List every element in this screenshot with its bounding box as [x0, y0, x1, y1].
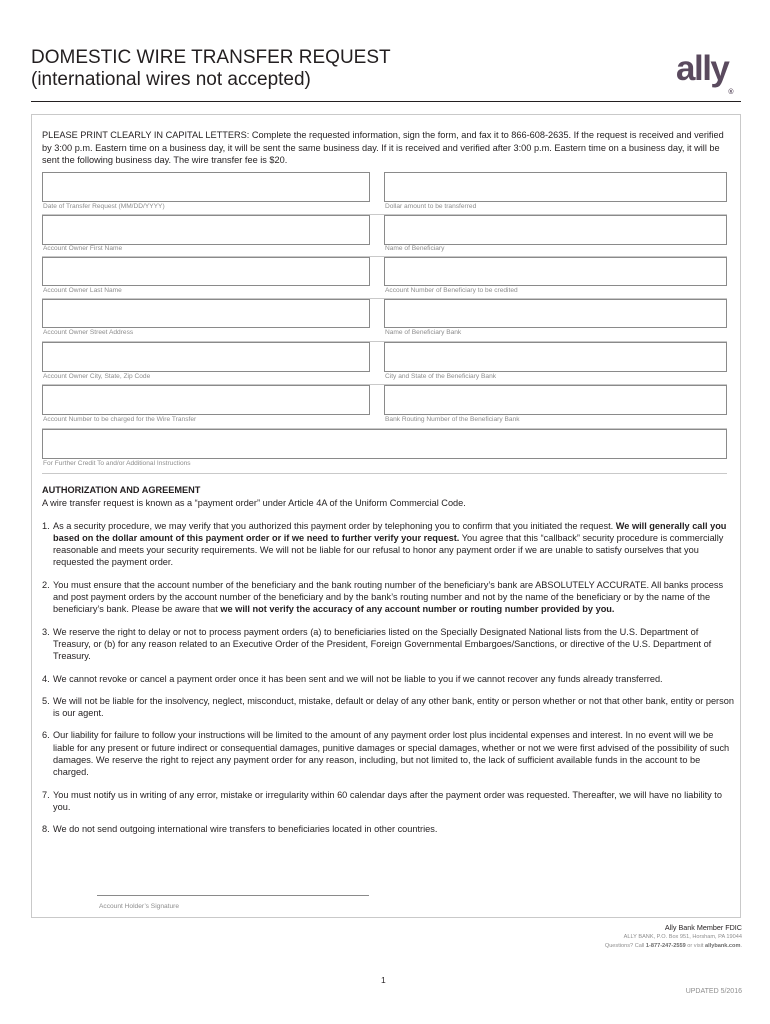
signature-line[interactable] [97, 895, 369, 896]
first-name-input[interactable] [42, 215, 370, 245]
term-number: 3. [42, 626, 50, 637]
contact-info [605, 943, 742, 949]
term-emphasis: we will not verify the accuracy of any account number or routing number provided by you. [220, 604, 615, 615]
term-item [42, 520, 734, 569]
beneficiary-name-label: Name of Beneficiary [385, 245, 445, 252]
beneficiary-bank-input[interactable] [384, 299, 727, 328]
beneficiary-name-input[interactable] [384, 215, 727, 245]
term-text: You agree that this “callback” security procedure is commercially reasonable and meets your security requirements. We will not be liable for our refusal to honor any payment order if we are unable to satisfy ourselves that you requested the payment order. [53, 532, 724, 568]
routing-number-input[interactable] [384, 385, 727, 415]
charged-account-label: Account Number to be charged for the Wire Transfer [43, 416, 197, 423]
ally-logo-text: ally [676, 49, 729, 88]
date-label: Date of Transfer Request (MM/DD/YYYY) [43, 203, 165, 210]
instructions-text: PLEASE PRINT CLEARLY IN CAPITAL LETTERS: Complete the requested information, sign the form, and fax it to 866-608-2635. If the request is received and verified by 3:00 p.m. Eastern time on a business day, it will be sent the same business day. If it is received and verified after 3:00 p.m. Eastern time on a business day, it will be sent the following business day. The wire transfer fee is $20. [42, 130, 724, 166]
term-text: As a security procedure, we may verify that you authorized this payment order by telephoning you to confirm that you initiated the request. [53, 520, 616, 531]
page-number: 1 [381, 975, 386, 985]
website-link[interactable]: allybank.com [704, 943, 741, 949]
authorization-heading: AUTHORIZATION AND AGREEMENT [42, 485, 201, 495]
amount-input[interactable] [384, 172, 727, 202]
term-text: We do not send outgoing international wire transfers to beneficiaries located in other countries. [53, 824, 438, 835]
term-number: 7. [42, 789, 50, 800]
first-name-label: Account Owner First Name [43, 245, 123, 252]
city-state-zip-label: Account Owner City, State, Zip Code [43, 373, 151, 380]
term-text: We cannot revoke or cancel a payment order once it has been sent and we will not be liable to you if we cannot recover any funds already transferred. [53, 673, 663, 684]
bank-city-state-input[interactable] [384, 342, 727, 372]
routing-number-label: Bank Routing Number of the Beneficiary Bank [385, 416, 520, 423]
term-text: Our liability for failure to follow your instructions will be limited to the amount of any payment order lost plus incidental expenses and interest. In no event will we be liable for any present or future indirect or consequential damages, punitive damages or special damages, whether or not we were first advised of the possibility of such damages. We reserve the right to reject any payment order for any reason, including, but not limited to, the lack of sufficient available funds in the account to be charged. [53, 730, 730, 778]
term-number: 4. [42, 673, 50, 684]
term-number: 6. [42, 730, 50, 741]
row-divider [42, 473, 727, 474]
further-credit-input[interactable] [42, 429, 727, 459]
term-item [42, 673, 734, 685]
term-number: 5. [42, 695, 50, 706]
amount-label: Dollar amount to be transferred [385, 203, 477, 210]
registered-mark: ® [728, 89, 734, 96]
date-input[interactable] [42, 172, 370, 202]
revision-date: UPDATED 5/2016 [685, 988, 742, 995]
title-divider [31, 101, 741, 102]
bank-city-state-label: City and State of the Beneficiary Bank [385, 373, 497, 380]
term-text: We will not be liable for the insolvency, neglect, misconduct, mistake, default or delay of any other bank, entity or person whether or not that other bank, entity or person is our agent. [53, 695, 734, 719]
term-item [42, 579, 734, 616]
street-address-input[interactable] [42, 299, 370, 328]
beneficiary-account-input[interactable] [384, 257, 727, 286]
last-name-input[interactable] [42, 257, 370, 286]
terms-list [42, 520, 734, 836]
form-title-line2: (international wires not accepted) [31, 69, 311, 90]
form-title [31, 47, 391, 91]
term-text: We reserve the right to delay or not to process payment orders (a) to beneficiaries listed on the Specially Designated National lists from the U.S. Department of Treasury, or (b) for any reason related to an Executive Order of the President, Foreign Governmental Embargoes/Sanctions, or directive of the U.S. Department of Treasury. [53, 626, 712, 662]
term-number: 2. [42, 579, 50, 590]
bank-address: ALLY BANK, P.O. Box 951, Horsham, PA 19044 [623, 934, 742, 940]
term-emphasis: We will generally call you based on the dollar amount of this payment order or if we need to further verify your request. [53, 520, 727, 543]
fdic-notice: Ally Bank Member FDIC [664, 923, 742, 932]
contact-prefix: Questions? Call [604, 943, 646, 949]
phone-number: 1-877-247-2559 [645, 943, 686, 949]
form-title-line1: DOMESTIC WIRE TRANSFER REQUEST [31, 47, 391, 68]
further-credit-label: For Further Credit To and/or Additional Instructions [43, 460, 191, 467]
term-item [42, 695, 734, 720]
term-number: 1. [42, 520, 50, 531]
ally-logo [676, 49, 734, 96]
street-address-label: Account Owner Street Address [43, 329, 134, 336]
beneficiary-account-label: Account Number of Beneficiary to be credited [385, 287, 518, 294]
authorization-section [42, 484, 734, 836]
contact-suffix: . [740, 943, 742, 949]
term-item [42, 626, 734, 663]
term-text: You must ensure that the account number of the beneficiary and the bank routing number of the beneficiary’s bank are ABSOLUTELY ACCURATE. All banks process and post payment orders by the account number of the beneficiary and by the bank’s routing number and not by the name of the beneficiary or by the name of the beneficiary’s bank. Please be aware that [53, 579, 724, 615]
term-item [42, 789, 734, 814]
beneficiary-bank-label: Name of Beneficiary Bank [385, 329, 462, 336]
authorization-intro: A wire transfer request is known as a “payment order” under Article 4A of the Uniform Commercial Code. [42, 498, 466, 509]
term-number: 8. [42, 824, 50, 835]
term-text: You must notify us in writing of any error, mistake or irregularity within 60 calendar days after the payment order was requested. Thereafter, we will have no liability to you. [53, 789, 722, 812]
contact-mid: or visit [685, 943, 705, 949]
signature-label: Account Holder’s Signature [99, 903, 180, 910]
city-state-zip-input[interactable] [42, 342, 370, 372]
term-item [42, 823, 734, 835]
charged-account-input[interactable] [42, 385, 370, 415]
term-item [42, 729, 734, 778]
last-name-label: Account Owner Last Name [43, 287, 122, 294]
